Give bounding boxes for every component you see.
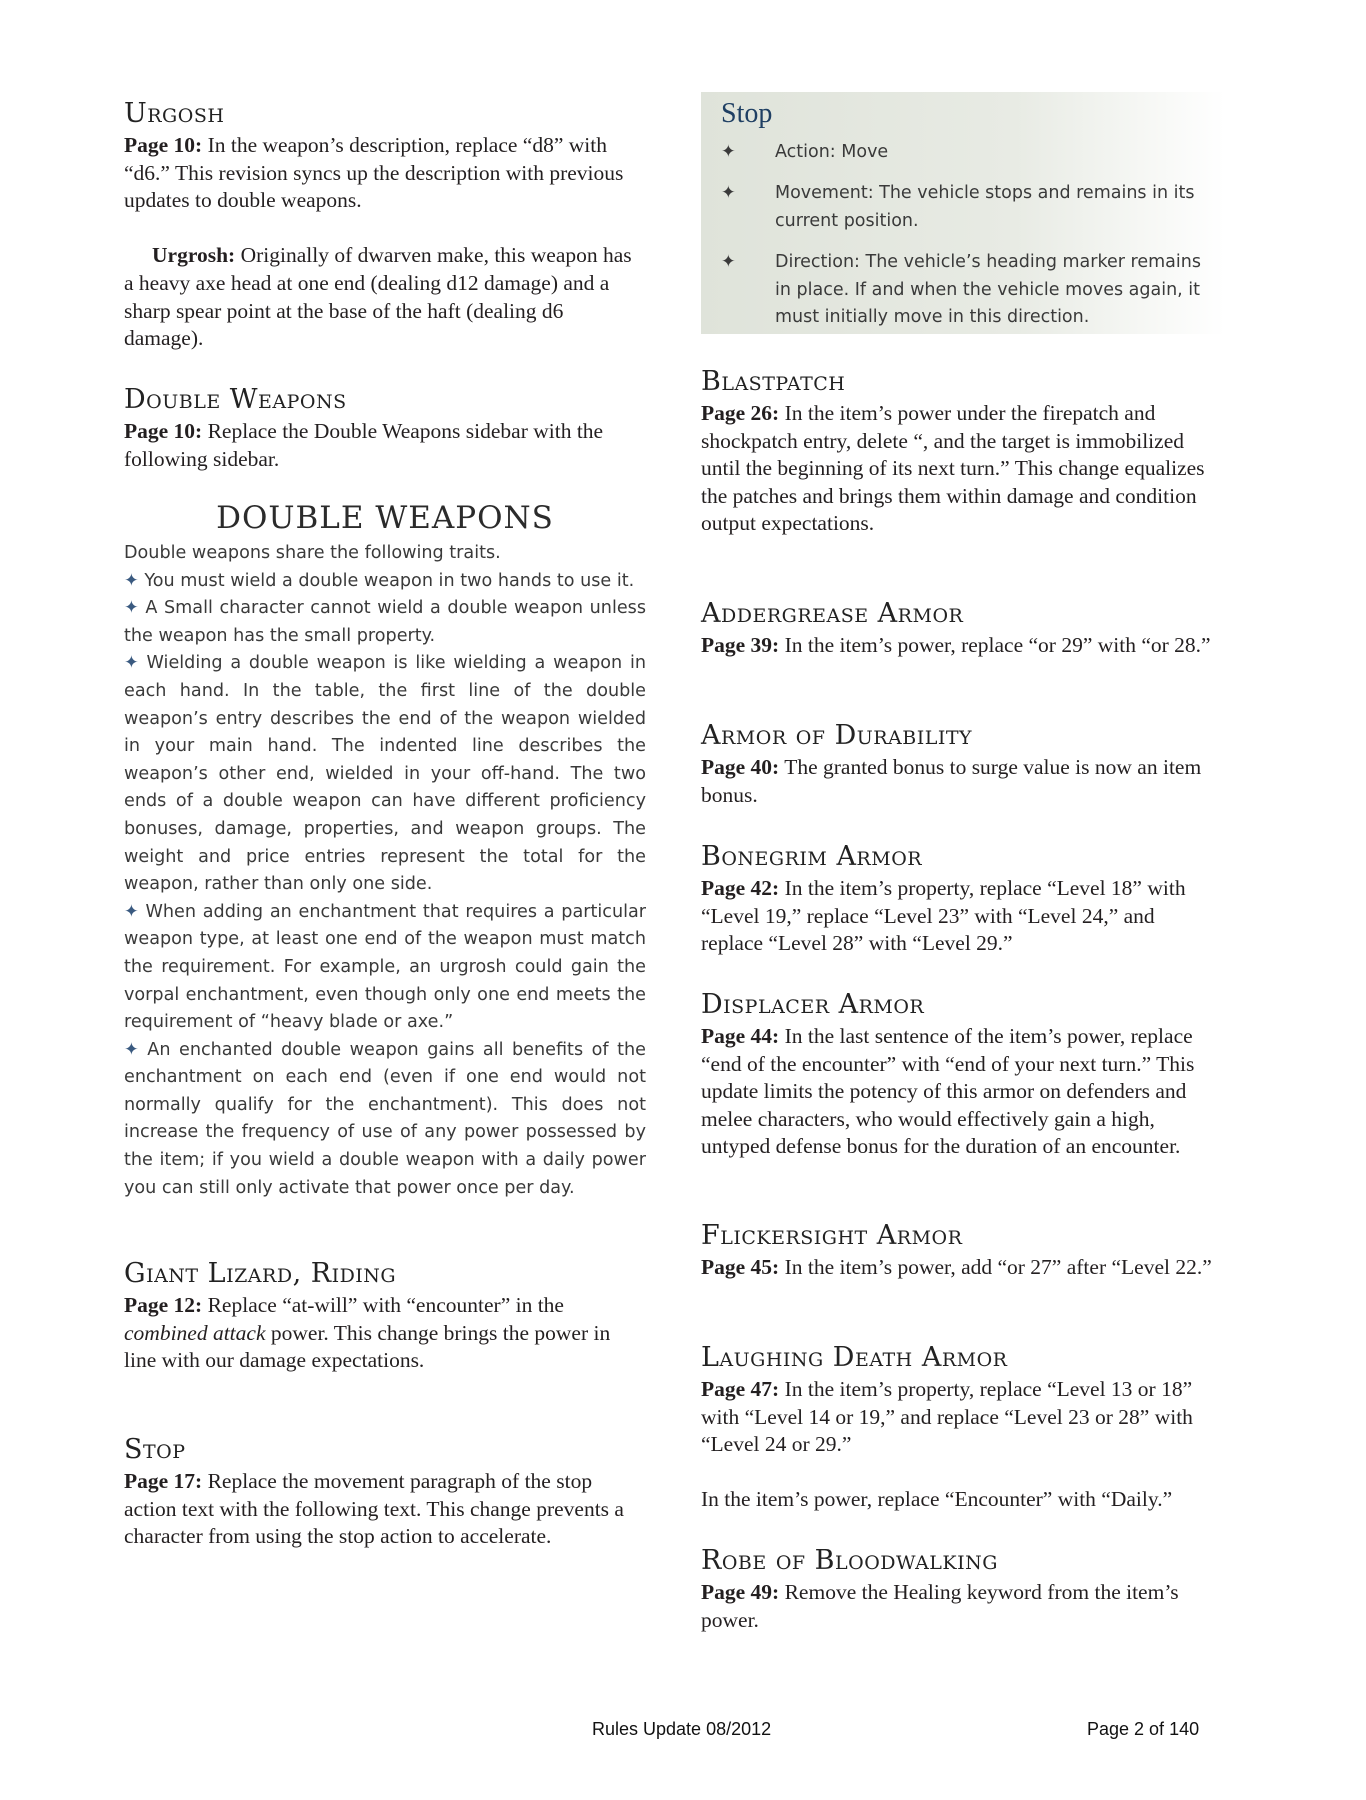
page-ref: Page 39:	[701, 633, 780, 657]
page-ref: Page 10:	[124, 419, 203, 443]
star-bullet-icon: ✦	[721, 252, 736, 272]
sidebar-item	[124, 568, 646, 596]
star-bullet-icon: ✦	[721, 183, 736, 203]
sidebar-item	[124, 1037, 646, 1203]
section-text-extra: In the item’s power, replace “Encounter” with “Daily.”	[701, 1487, 1173, 1512]
section-giant-lizard	[124, 1258, 644, 1375]
section-text	[701, 1376, 1221, 1459]
text: Movement: The vehicle stops and remains in its current position.	[775, 183, 1195, 231]
text: You must wield a double weapon in two hands to use it.	[144, 570, 635, 591]
section-addergrease-armor	[701, 598, 1221, 660]
section-text	[701, 1023, 1221, 1161]
box-item	[721, 180, 1201, 235]
text: Wielding a double weapon is like wielding a weapon in each hand. In the table, the first line of the double weapon’s entry describes the end of the weapon wielded in your main hand. The indented line describes the weapon’s other end, wielded in your off-hand. The two ends of a double weapon can have different proficiency bonuses, damage, properties, and weapon groups. The weight and price entries represent the total for the weapon, rather than only one side.	[124, 653, 646, 895]
sidebar-item	[124, 595, 646, 650]
section-flickersight-armor	[701, 1220, 1221, 1282]
section-text	[124, 132, 644, 215]
double-weapons-sidebar	[124, 500, 646, 1202]
section-heading: Blastpatch	[701, 366, 846, 397]
section-heading: Stop	[124, 1434, 186, 1465]
star-bullet-icon: ✦	[124, 1039, 139, 1060]
page-ref: Page 44:	[701, 1024, 780, 1048]
sidebar-title: DOUBLE WEAPONS	[216, 500, 554, 536]
section-heading: Addergrease Armor	[701, 598, 964, 629]
page-ref: Page 45:	[701, 1255, 780, 1279]
page-ref: Page 12:	[124, 1293, 203, 1317]
section-text	[124, 418, 644, 473]
box-title: Stop	[721, 98, 773, 129]
star-bullet-icon: ✦	[124, 653, 139, 674]
section-heading: Armor of Durability	[701, 720, 973, 751]
text: Action: Move	[775, 142, 889, 162]
section-heading: Laughing Death Armor	[701, 1342, 1008, 1373]
section-heading: Urgosh	[124, 98, 225, 129]
page-ref: Page 10:	[124, 133, 203, 157]
page-ref: Page 42:	[701, 876, 780, 900]
section-robe-of-bloodwalking	[701, 1545, 1221, 1634]
text: In the weapon’s description, replace “d8” with “d6.” This revision syncs up the description with previous updates to double weapons.	[124, 133, 624, 213]
section-heading: Displacer Armor	[701, 989, 925, 1020]
text: When adding an enchantment that requires a particular weapon type, at least one end of the weapon must match the requirement. For example, an urgrosh could gain the vorpal enchantment, even though only one end meets the requirement of “heavy blade or axe.”	[124, 901, 646, 1033]
footer-document-title: Rules Update 08/2012	[592, 1719, 772, 1739]
section-bonegrim-armor	[701, 841, 1221, 958]
text: Replace the Double Weapons sidebar with the following sidebar.	[124, 419, 604, 471]
page-ref: Page 49:	[701, 1580, 780, 1604]
star-bullet-icon: ✦	[124, 570, 139, 591]
text: Replace “at-will” with “encounter” in the	[202, 1293, 564, 1317]
section-text	[701, 875, 1221, 958]
text: power. This change brings the power in line with our damage expectations.	[124, 1320, 611, 1373]
text: The granted bonus to surge value is now an item bonus.	[701, 755, 1202, 807]
text: Originally of dwarven make, this weapon has a heavy axe head at one end (dealing d12 damage) and a sharp spear point at the base of the haft (dealing d6 damage).	[124, 243, 632, 351]
star-bullet-icon: ✦	[721, 142, 736, 162]
page-ref: Page 17:	[124, 1469, 203, 1493]
box-item	[721, 139, 1201, 167]
section-heading: Giant Lizard, Riding	[124, 1258, 397, 1289]
text: In the item’s property, replace “Level 18” with “Level 19,” replace “Level 23” with “Level 24,” and replace “Level 28” with “Level 29.”	[701, 876, 1186, 956]
section-text	[701, 400, 1221, 538]
section-text	[124, 1292, 644, 1375]
section-displacer-armor	[701, 989, 1221, 1161]
text: A Small character cannot wield a double weapon unless the weapon has the small property.	[124, 598, 647, 646]
text: In the item’s power, add “or 27” after “Level 22.”	[779, 1255, 1212, 1279]
box-item	[721, 249, 1201, 332]
section-heading: Double Weapons	[124, 384, 347, 415]
section-armor-of-durability	[701, 720, 1221, 809]
star-bullet-icon: ✦	[124, 901, 139, 922]
sidebar-item	[124, 899, 646, 1037]
text: In the item’s property, replace “Level 13 or 18” with “Level 14 or 19,” and replace “Level 23 or 28” with “Level 24 or 29.”	[701, 1377, 1193, 1457]
section-text	[701, 754, 1221, 809]
section-laughing-death-armor	[701, 1342, 1221, 1514]
sidebar-item	[124, 650, 646, 898]
section-text	[701, 1254, 1221, 1282]
stop-action-box	[701, 92, 1225, 334]
power-name: combined attack	[124, 1320, 266, 1345]
text: An enchanted double weapon gains all benefits of the enchantment on each end (even if one end would not normally qualify for the enchantment). This does not increase the frequency of use of any power possessed by the item; if you wield a double weapon with a daily power you can still only activate that power once per day.	[124, 1039, 646, 1198]
page-ref: Page 40:	[701, 755, 780, 779]
text: Direction: The vehicle’s heading marker remains in place. If and when the vehicle moves again, it must initially move in this direction.	[775, 252, 1201, 328]
section-heading: Bonegrim Armor	[701, 841, 923, 872]
quoted-text	[124, 242, 644, 352]
sidebar-intro: Double weapons share the following traits.	[124, 543, 501, 563]
section-urgosh	[124, 98, 644, 353]
page-ref: Page 47:	[701, 1377, 780, 1401]
text: In the item’s power under the firepatch and shockpatch entry, delete “, and the target is immobilized until the beginning of its next turn.” This change equalizes the patches and brings them within damage and condition output expectations.	[701, 401, 1205, 536]
text: In the item’s power, replace “or 29” with “or 28.”	[779, 633, 1211, 657]
footer-page-number: Page 2 of 140	[1087, 1719, 1200, 1739]
star-bullet-icon: ✦	[124, 598, 139, 619]
term: Urgrosh:	[152, 243, 236, 268]
text: In the last sentence of the item’s power, replace “end of the encounter” with “end of your next turn.” This update limits the potency of this armor on defenders and melee characters, who would effectively gain a high, untyped defense bonus for the duration of an encounter.	[701, 1024, 1195, 1159]
section-heading: Flickersight Armor	[701, 1220, 963, 1251]
section-blastpatch	[701, 366, 1221, 538]
section-text	[701, 632, 1221, 660]
text: Remove the Healing keyword from the item’s power.	[701, 1580, 1179, 1632]
section-text	[701, 1579, 1221, 1634]
section-double-weapons	[124, 384, 644, 473]
page-ref: Page 26:	[701, 401, 780, 425]
text: Replace the movement paragraph of the stop action text with the following text. This change prevents a character from using the stop action to accelerate.	[124, 1469, 624, 1549]
section-text	[124, 1468, 644, 1551]
section-stop	[124, 1434, 644, 1551]
section-heading: Robe of Bloodwalking	[701, 1545, 998, 1576]
